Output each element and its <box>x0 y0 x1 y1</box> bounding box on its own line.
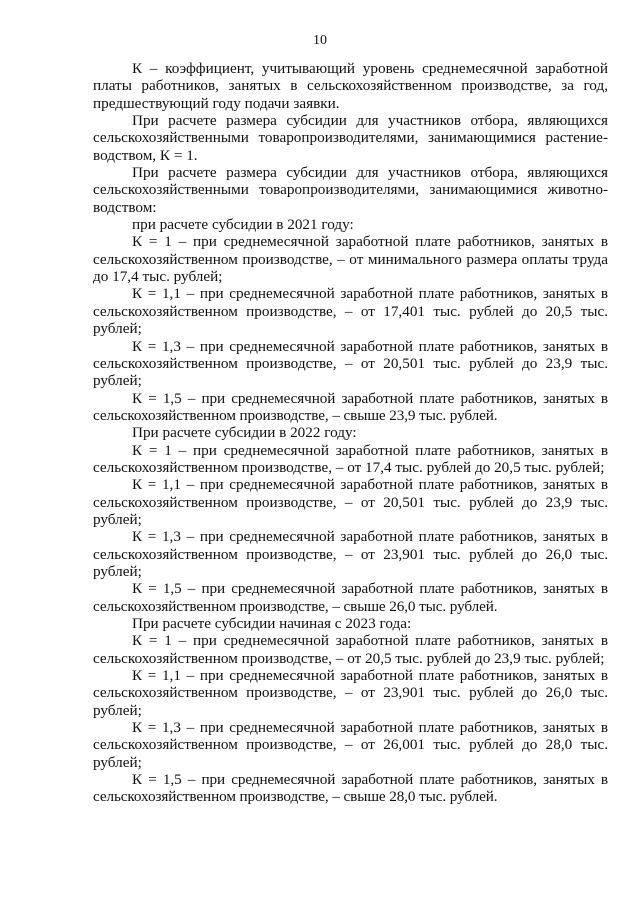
paragraph-2022-heading: При расчете субсидии в 2022 году: <box>132 424 357 442</box>
paragraph-2022-k15: К = 1,5 – при среднемесячной заработной плате работников, занятых в сельскохозяйственном производстве, – свыше 26,0 тыс. рублей. <box>93 580 608 615</box>
paragraph-2023-k1: К = 1 – при среднемесячной заработной плате работников, занятых в сельскохозяйственном производстве, – от 20,5 тыс. рублей до 23,9 тыс. рублей; <box>93 632 608 667</box>
paragraph-2023-k11: К = 1,1 – при среднемесячной заработной плате работников, занятых в сельскохозяйственном производстве, – от 23,901 тыс. рублей до 26,0 тыс. рублей; <box>93 667 608 719</box>
paragraph-2021-k13: К = 1,3 – при среднемесячной заработной плате работников, занятых в сельскохозяйственном производстве, – от 20,501 тыс. рублей до 23,9 тыс. рублей; <box>93 337 608 390</box>
page-number: 10 <box>313 33 327 48</box>
document-body <box>93 60 608 806</box>
paragraph-coefficient-definition: К – коэффициент, учитывающий уровень среднемесячной заработной платы работников, занятых в сельскохозяйственном производстве, за год, предшествующий году подачи заявки. <box>93 60 608 112</box>
paragraph-2022-k1: К = 1 – при среднемесячной заработной плате работников, занятых в сельскохозяйственном производстве, – от 17,4 тыс. рублей до 20,5 тыс. рублей; <box>93 441 608 476</box>
paragraph-2021-heading: при расчете субсидии в 2021 году: <box>132 216 354 234</box>
paragraph-2021-k1: К = 1 – при среднемесячной заработной плате работников, занятых в сельскохозяйственном производстве, – от минимального размера оплаты труда до 17,4 тыс. рублей; <box>93 233 608 286</box>
paragraph-2023-k13: К = 1,3 – при среднемесячной заработной плате работников, занятых в сельскохозяйственном производстве, – от 26,001 тыс. рублей до 28,0 тыс. рублей; <box>93 719 608 771</box>
paragraph-2021-k11: К = 1,1 – при среднемесячной заработной плате работников, занятых в сельскохозяйственном производстве, – от 17,401 тыс. рублей до 20,5 тыс. рублей; <box>93 285 608 338</box>
paragraph-crop-production: При расчете размера субсидии для участников отбора, являющихся сельскохозяйственными товаропроизводителями, занимающимися растениеводством, К = 1. <box>93 112 608 164</box>
paragraph-2021-k15: К = 1,5 – при среднемесячной заработной плате работников, занятых в сельскохозяйственном производстве, – свыше 23,9 тыс. рублей. <box>93 389 608 424</box>
paragraph-livestock-intro: При расчете размера субсидии для участников отбора, являющихся сельскохозяйственными товаропроизводителями, занимающимися животноводством: <box>93 164 608 216</box>
paragraph-2022-k13: К = 1,3 – при среднемесячной заработной плате работников, занятых в сельскохозяйственном производстве, – от 23,901 тыс. рублей до 26,0 тыс. рублей; <box>93 528 608 580</box>
paragraph-2022-k11: К = 1,1 – при среднемесячной заработной плате работников, занятых в сельскохозяйственном производстве, – от 20,501 тыс. рублей до 23,9 тыс. рублей; <box>93 476 608 528</box>
paragraph-2023-k15: К = 1,5 – при среднемесячной заработной плате работников, занятых в сельскохозяйственном производстве, – свыше 28,0 тыс. рублей. <box>93 771 608 806</box>
paragraph-2023-heading: При расчете субсидии начиная с 2023 года: <box>132 615 412 632</box>
